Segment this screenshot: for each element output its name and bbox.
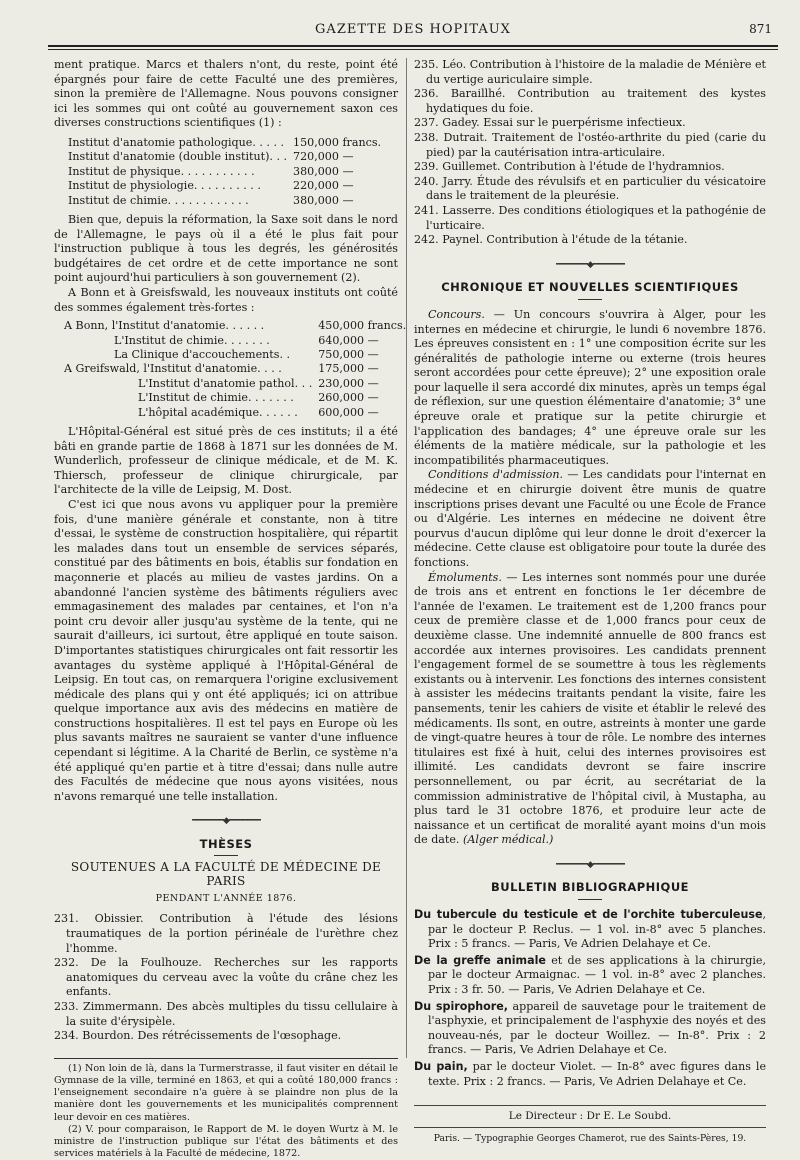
footnote-rule	[54, 1058, 398, 1059]
thesis-item: 236. Baraillhé. Contribution au traitement des kystes hydatiques du foie.	[414, 87, 766, 115]
header-rule-thin	[48, 49, 778, 50]
section-separator: ━━━━━━━◆━━━━━━━	[556, 859, 624, 870]
cost-amount: 750,000 —	[318, 347, 379, 361]
run-in-label: Émoluments.	[428, 570, 502, 584]
thesis-item: 241. Lasserre. Des conditions étiologiques et la pathogénie de l'urticaire.	[414, 203, 766, 232]
heading-rule	[214, 855, 238, 856]
theses-subheading: SOUTENUES A LA FACULTÉ DE MÉDECINE DE PARIS	[70, 859, 382, 889]
cost-amount: 175,000 —	[318, 362, 379, 376]
cost-table-leipsig	[68, 136, 381, 208]
cost-label: Institut d'anatomie (double institut). . .	[68, 150, 288, 164]
table-row	[64, 348, 406, 362]
thesis-item: 239. Guillemet. Contribution à l'étude de l'hydramnios.	[414, 160, 725, 174]
cost-label: A Greifswald, l'Institut d'anatomie. . . .	[64, 362, 282, 376]
paragraph: ment pratique. Marcs et thalers n'ont, du reste, point été épargnés pour faire de cette Faculté une des premières, sinon la première de l'Allemagne. Nous pouvons consigner ici les sommes qui ont coûté au gouvernement saxon ces diverses constructions scientifiques (1) :	[54, 58, 398, 130]
book-details: appareil de sauvetage pour le traitement de l'asphyxie, et principalement de l'asphyxie des noyés et des nouveau-nés, par le docteur Woillez. — In-8°. Prix : 2 francs. — Paris, Ve Adrien Delahaye et Ce.	[428, 999, 766, 1057]
cost-amount: 220,000 —	[293, 179, 354, 193]
run-in-label: Conditions d'admission.	[428, 468, 564, 482]
book-details: , par le docteur P. Reclus. — 1 vol. in-8° avec 5 planches. Prix : 5 francs. — Paris, Ve Adrien Delahaye et Ce.	[428, 908, 766, 951]
bibliography-entry	[414, 1060, 766, 1089]
section-separator: ━━━━━━━◆━━━━━━━	[556, 259, 624, 270]
heading-rule	[578, 299, 602, 300]
bibliography-entry	[414, 1000, 766, 1058]
cost-label: L'Institut de chimie. . . . . . .	[138, 391, 294, 405]
cost-amount: 230,000 —	[318, 376, 379, 390]
bulletin-heading: BULLETIN BIBLIOGRAPHIQUE	[490, 880, 690, 895]
paragraph: C'est ici que nous avons vu appliquer pour la première fois, d'une manière générale et constante, non à titre d'essai, le système de construction hospitalière, qui répartit les malades dans tout un ensemble de services séparés, constitué par des bâtiments en bois, établis sur fondation en maçonnerie et placés au milieu de vastes jardins. On a abandonné l'ancien système des bâtiments réguliers avec emmagasinement des malades par centaines, et l'on n'a point cru devoir aller jusqu'au système de la tente, qui ne saurait d'ailleurs, ici surtout, être appliqué en toute saison. D'importantes statistiques chirurgicales ont fait ressortir les avantages du système appliqué à l'Hôpital-Général de Leipsig. En tout cas, on remarquera l'origine exclusivement médicale des plans qui y ont été appliqués; ici on attribue quelque importance aux avis des médecins en matière de constructions hospitalières. Il est tel pays en Europe où les plus savants maîtres ne sauraient se vanter d'une influence cependant si légitime. A la Charité de Berlin, ce système n'a été appliqué qu'en partie et à titre d'essai; dans nulle autre des Facultés de médecine que nous ayons visitées, nous n'avons remarqué une telle installation.	[54, 497, 398, 803]
thesis-item: 231. Obissier. Contribution à l'étude des lésions traumatiques de la portion périnéale de l'urèthre chez l'homme.	[54, 912, 398, 955]
book-title: Du spirophore,	[414, 999, 509, 1013]
section-separator: ━━━━━━━◆━━━━━━━	[192, 816, 260, 827]
table-row	[64, 406, 406, 420]
cost-label: Institut d'anatomie pathologique. . . . .	[68, 135, 285, 149]
chronique-heading: CHRONIQUE ET NOUVELLES SCIENTIFIQUES	[441, 280, 739, 295]
paragraph-conditions	[414, 468, 766, 570]
cost-amount: 150,000 francs.	[293, 135, 382, 149]
table-row	[68, 194, 381, 208]
thesis-item: 238. Dutrait. Traitement de l'ostéo-arthrite du pied (carie du pied) par la cautérisation intra-articulaire.	[414, 130, 766, 159]
cost-label: A Bonn, l'Institut d'anatomie. . . . . .	[64, 319, 265, 333]
table-row	[64, 319, 406, 333]
bibliography-entry	[414, 908, 766, 952]
table-row	[64, 391, 406, 405]
thesis-item: 233. Zimmermann. Des abcès multiples du tissu cellulaire à la suite d'érysipèle.	[54, 999, 398, 1028]
book-title: Du tubercule du testicule et de l'orchite tuberculeuse	[414, 908, 763, 922]
theses-heading: THÈSES	[199, 837, 253, 852]
thesis-item: 240. Jarry. Étude des révulsifs et en particulier du vésicatoire dans le traitement de la pleurésie.	[414, 174, 766, 203]
cost-amount: 720,000 —	[293, 150, 354, 164]
cost-label: L'hôpital académique. . . . . .	[138, 405, 298, 419]
header-rule	[48, 45, 778, 47]
cost-table-bonn-greifswald	[64, 319, 406, 420]
paragraph-text: — Les candidats pour l'internat en médecine et en chirurgie doivent être munis de quatre inscriptions prises devant une Faculté ou une École de France ou d'Algérie. Les internes en médecine ne doivent être pourvus d'aucun diplôme qui leur donne le droit d'exercer la médecine. Cette clause est obligatoire pour toute la durée des fonctions.	[414, 468, 767, 569]
cost-amount: 450,000 francs.	[318, 319, 407, 333]
journal-title: GAZETTE DES HOPITAUX	[315, 22, 511, 37]
paragraph-concours	[414, 308, 766, 469]
right-column	[414, 58, 766, 1146]
thesis-item: 235. Léo. Contribution à l'histoire de la maladie de Ménière et du vertige auriculaire simple.	[414, 58, 766, 86]
thesis-item: 232. De la Foulhouze. Recherches sur les rapports anatomiques du cerveau avec la voûte du crâne chez les enfants.	[54, 956, 398, 999]
thesis-item: 237. Gadey. Essai sur le puerpérisme infectieux.	[414, 116, 686, 130]
cost-label: La Clinique d'accouchements. .	[114, 347, 291, 361]
cost-amount: 380,000 —	[293, 164, 354, 178]
paragraph-emoluments	[414, 571, 766, 848]
cost-amount: 600,000 —	[318, 405, 379, 419]
cost-label: Institut de chimie. . . . . . . . . . . .	[68, 193, 249, 207]
column-separator	[406, 58, 407, 1058]
table-row	[64, 377, 406, 391]
paragraph: A Bonn et à Greisfswald, les nouveaux instituts ont coûté des sommes également très-fortes :	[54, 285, 398, 314]
paragraph-text: — Un concours s'ouvrira à Alger, pour les internes en médecine et chirurgie, le lundi 6 novembre 1876. Les épreuves consistent en : 1° une composition écrite sur les généralités de pathologie interne ou externe (trois heures seront accordées pour cette épreuve); 2° une exposition orale pour laquelle il sera accordé dix minutes, après un temps égal de réflexion, sur une question élémentaire d'anatomie; 3° une épreuve orale et pratique sur la petite chirurgie et l'application des bandages; 4° une épreuve orale sur les éléments de la matière médicale, sur la pathologie et les incompatibilités pharmaceutiques.	[414, 307, 766, 467]
book-details: par le docteur Violet. — In-8° avec figures dans le texte. Prix : 2 francs. — Paris, Ve Adrien Delahaye et Ce.	[428, 1060, 767, 1088]
table-row	[68, 179, 381, 193]
footnote: (2) V. pour comparaison, le Rapport de M. le doyen Wurtz à M. le ministre de l'instruction publique sur l'état des bâtiments et des services matériels à la Faculté de médecine, 1872.	[54, 1123, 398, 1160]
book-details: et de ses applications à la chirurgie, par le docteur Armaignac. — 1 vol. in-8° avec 2 planches. Prix : 3 fr. 50. — Paris, Ve Adrien Delahaye et Ce.	[428, 953, 766, 997]
theses-year: PENDANT L'ANNÉE 1876.	[155, 892, 297, 904]
page-header	[48, 22, 778, 44]
paragraph-text: — Les internes sont nommés pour une durée de trois ans et entrent en fonctions le 1er décembre de l'année de l'examen. Le traitement est de 1,200 francs pour ceux de première classe et de 1,000 francs pour ceux de deuxième classe. Une indemnité annuelle de 800 francs est accordée aux internes provisoires. Les candidats prennent l'engagement formel de se soumettre à tous les règlements existants ou à intervenir. Les fonctions des internes consistent à assister les médecins traitants pendant la visite, faire les pansements, tenir les cahiers de visite et établir le relevé des médicaments. Ils sont, en outre, astreints à monter une garde de vingt-quatre heures à tour de rôle. Le nombre des internes titulaires est fixé à huit, celui des internes provisoires est illimité. Les candidats devront se faire inscrire personnellement, ou par écrit, au secrétariat de la commission administrative de l'hôpital civil, à Mustapha, au plus tard le 31 octobre 1876, et produire leur acte de naissance et un certificat de moralité ayant moins d'un mois de date.	[414, 570, 766, 847]
printer-imprint: Paris. — Typographie Georges Chamerot, rue des Saints-Pères, 19.	[433, 1132, 747, 1144]
table-row	[64, 362, 406, 376]
table-row	[68, 150, 381, 164]
table-row	[68, 165, 381, 179]
cost-label: L'Institut de chimie. . . . . . .	[114, 333, 270, 347]
page-number: 871	[749, 22, 772, 36]
thesis-item: 234. Bourdon. Des rétrécissements de l'œsophage.	[54, 1029, 342, 1043]
book-title: De la greffe animale	[414, 953, 546, 967]
table-row	[64, 334, 406, 348]
paragraph: Bien que, depuis la réformation, la Saxe soit dans le nord de l'Allemagne, le pays où il a été le plus fait pour l'instruction publique à tous les degrés, les générosités budgétaires de cet ordre et de cette importance ne sont point aujourd'hui particuliers à son gouvernement (2).	[54, 213, 398, 285]
left-column	[54, 58, 407, 1160]
cost-label: Institut de physiologie. . . . . . . . . .	[68, 179, 261, 193]
run-in-label: Concours.	[428, 307, 485, 321]
cost-amount: 640,000 —	[318, 333, 379, 347]
bibliography-entry	[414, 954, 766, 998]
book-title: Du pain,	[414, 1060, 468, 1073]
director-line: Le Directeur : Dr E. Le Soubd.	[414, 1105, 766, 1128]
cost-label: Institut de physique. . . . . . . . . . .	[68, 164, 255, 178]
heading-rule	[578, 899, 602, 900]
footnote: (1) Non loin de là, dans la Turmerstrasse, il faut visiter en détail le Gymnase de la ville, terminé en 1863, et qui a coûté 180,000 francs : l'enseignement secondaire n'a guère à se plaindre non plus de la manière dont les gouvernements et les municipalités comprennent leur devoir en ces matières.	[54, 1062, 398, 1123]
source-citation: (Alger médical.)	[463, 833, 554, 847]
thesis-item: 242. Paynel. Contribution à l'étude de la tétanie.	[414, 233, 688, 247]
paragraph: L'Hôpital-Général est situé près de ces instituts; il a été bâti en grande partie de 1868 à 1871 sur les données de M. Wunderlich, professeur de clinique médicale, et de M. K. Thiersch, professeur de clinique chirurgicale, par l'architecte de la ville de Leipsig, M. Dost.	[54, 425, 398, 497]
cost-amount: 380,000 —	[293, 193, 354, 207]
table-row	[68, 136, 381, 150]
cost-label: L'Institut d'anatomie pathol. . .	[138, 376, 313, 390]
cost-amount: 260,000 —	[318, 391, 379, 405]
